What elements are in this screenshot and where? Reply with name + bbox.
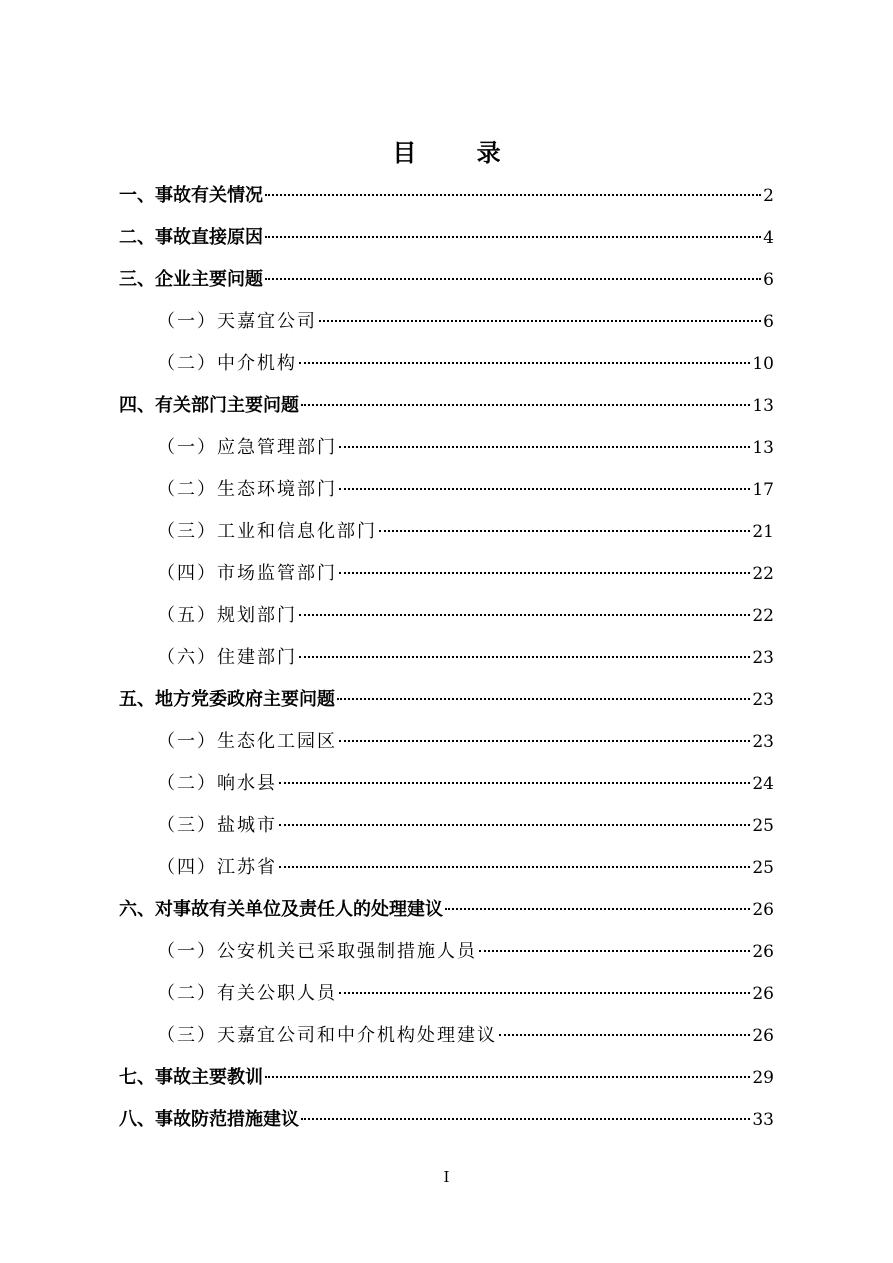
toc-entry-label: （二）中介机构 bbox=[157, 353, 297, 374]
toc-entry[interactable] bbox=[119, 1057, 774, 1099]
toc-entry-page: 26 bbox=[752, 1026, 774, 1046]
toc-subentry[interactable] bbox=[119, 805, 774, 847]
toc-entry[interactable] bbox=[119, 679, 774, 721]
dot-leader bbox=[279, 866, 750, 868]
toc-entry-label: （一）生态化工园区 bbox=[157, 731, 337, 752]
dot-leader bbox=[499, 1034, 750, 1036]
toc-entry-page: 25 bbox=[752, 816, 774, 836]
toc-subentry[interactable] bbox=[119, 973, 774, 1015]
toc-entry-page: 2 bbox=[763, 186, 774, 206]
toc-subentry[interactable] bbox=[119, 721, 774, 763]
toc-entry-label: 五、地方党委政府主要问题 bbox=[119, 689, 335, 710]
toc-subentry[interactable] bbox=[119, 637, 774, 679]
dot-leader bbox=[339, 446, 750, 448]
toc-entry[interactable] bbox=[119, 217, 774, 259]
toc-subentry[interactable] bbox=[119, 427, 774, 469]
dot-leader bbox=[265, 1076, 750, 1078]
toc-entry[interactable] bbox=[119, 1099, 774, 1141]
dot-leader bbox=[339, 488, 750, 490]
dot-leader bbox=[445, 908, 750, 910]
toc-entry-label: （四）市场监管部门 bbox=[157, 563, 337, 584]
toc-entry-page: 22 bbox=[752, 564, 774, 584]
toc-entry[interactable] bbox=[119, 889, 774, 931]
toc-subentry[interactable] bbox=[119, 847, 774, 889]
toc-entry-page: 21 bbox=[752, 522, 774, 542]
toc-subentry[interactable] bbox=[119, 553, 774, 595]
dot-leader bbox=[339, 572, 750, 574]
dot-leader bbox=[319, 320, 761, 322]
dot-leader bbox=[479, 950, 750, 952]
toc-entry-page: 6 bbox=[763, 270, 774, 290]
toc-entry-page: 29 bbox=[752, 1068, 774, 1088]
toc-entry-page: 26 bbox=[752, 984, 774, 1004]
toc-entry-page: 22 bbox=[752, 606, 774, 626]
dot-leader bbox=[265, 236, 761, 238]
toc-entry-label: 二、事故直接原因 bbox=[119, 227, 263, 248]
toc-entry-label: （一）应急管理部门 bbox=[157, 437, 337, 458]
toc-entry-page: 26 bbox=[752, 942, 774, 962]
dot-leader bbox=[279, 782, 750, 784]
toc-entry[interactable] bbox=[119, 259, 774, 301]
dot-leader bbox=[299, 614, 750, 616]
toc-entry-label: （五）规划部门 bbox=[157, 605, 297, 626]
toc-entry-label: （一）天嘉宜公司 bbox=[157, 311, 317, 332]
dot-leader bbox=[301, 404, 750, 406]
dot-leader bbox=[339, 740, 750, 742]
toc-entry-page: 33 bbox=[752, 1110, 774, 1130]
toc-entry-label: （六）住建部门 bbox=[157, 647, 297, 668]
table-of-contents bbox=[119, 175, 774, 1141]
toc-entry-label: （一）公安机关已采取强制措施人员 bbox=[157, 941, 477, 962]
toc-entry-page: 25 bbox=[752, 858, 774, 878]
toc-entry-label: 一、事故有关情况 bbox=[119, 185, 263, 206]
toc-entry-page: 13 bbox=[752, 438, 774, 458]
dot-leader bbox=[339, 992, 750, 994]
toc-subentry[interactable] bbox=[119, 343, 774, 385]
dot-leader bbox=[379, 530, 750, 532]
toc-subentry[interactable] bbox=[119, 511, 774, 553]
toc-entry-label: （四）江苏省 bbox=[157, 857, 277, 878]
toc-entry-label: （三）天嘉宜公司和中介机构处理建议 bbox=[157, 1025, 497, 1046]
toc-subentry[interactable] bbox=[119, 595, 774, 637]
toc-entry-page: 4 bbox=[763, 228, 774, 248]
toc-entry-label: （二）有关公职人员 bbox=[157, 983, 337, 1004]
toc-entry-page: 23 bbox=[752, 732, 774, 752]
toc-entry-label: （二）生态环境部门 bbox=[157, 479, 337, 500]
dot-leader bbox=[301, 1118, 750, 1120]
dot-leader bbox=[265, 278, 761, 280]
toc-subentry[interactable] bbox=[119, 931, 774, 973]
dot-leader bbox=[279, 824, 750, 826]
toc-subentry[interactable] bbox=[119, 301, 774, 343]
dot-leader bbox=[299, 656, 750, 658]
dot-leader bbox=[265, 194, 761, 196]
toc-entry-label: （三）盐城市 bbox=[157, 815, 277, 836]
toc-entry-label: 四、有关部门主要问题 bbox=[119, 395, 299, 416]
page-title: 目 录 bbox=[392, 139, 527, 167]
dot-leader bbox=[299, 362, 750, 364]
toc-entry-page: 23 bbox=[752, 690, 774, 710]
toc-entry[interactable] bbox=[119, 175, 774, 217]
toc-entry-label: 七、事故主要教训 bbox=[119, 1067, 263, 1088]
toc-entry-page: 17 bbox=[752, 480, 774, 500]
toc-entry-label: 六、对事故有关单位及责任人的处理建议 bbox=[119, 899, 443, 920]
toc-entry-page: 23 bbox=[752, 648, 774, 668]
toc-entry-page: 26 bbox=[752, 900, 774, 920]
toc-entry-label: 八、事故防范措施建议 bbox=[119, 1109, 299, 1130]
toc-entry-page: 13 bbox=[752, 396, 774, 416]
toc-subentry[interactable] bbox=[119, 1015, 774, 1057]
toc-entry-page: 6 bbox=[763, 312, 774, 332]
dot-leader bbox=[337, 698, 750, 700]
toc-entry-label: 三、企业主要问题 bbox=[119, 269, 263, 290]
toc-entry-label: （三）工业和信息化部门 bbox=[157, 521, 377, 542]
toc-entry[interactable] bbox=[119, 385, 774, 427]
toc-subentry[interactable] bbox=[119, 469, 774, 511]
toc-entry-page: 24 bbox=[752, 774, 774, 794]
toc-entry-page: 10 bbox=[752, 354, 774, 374]
toc-entry-label: （二）响水县 bbox=[157, 773, 277, 794]
page-number: I bbox=[443, 1168, 450, 1186]
toc-subentry[interactable] bbox=[119, 763, 774, 805]
